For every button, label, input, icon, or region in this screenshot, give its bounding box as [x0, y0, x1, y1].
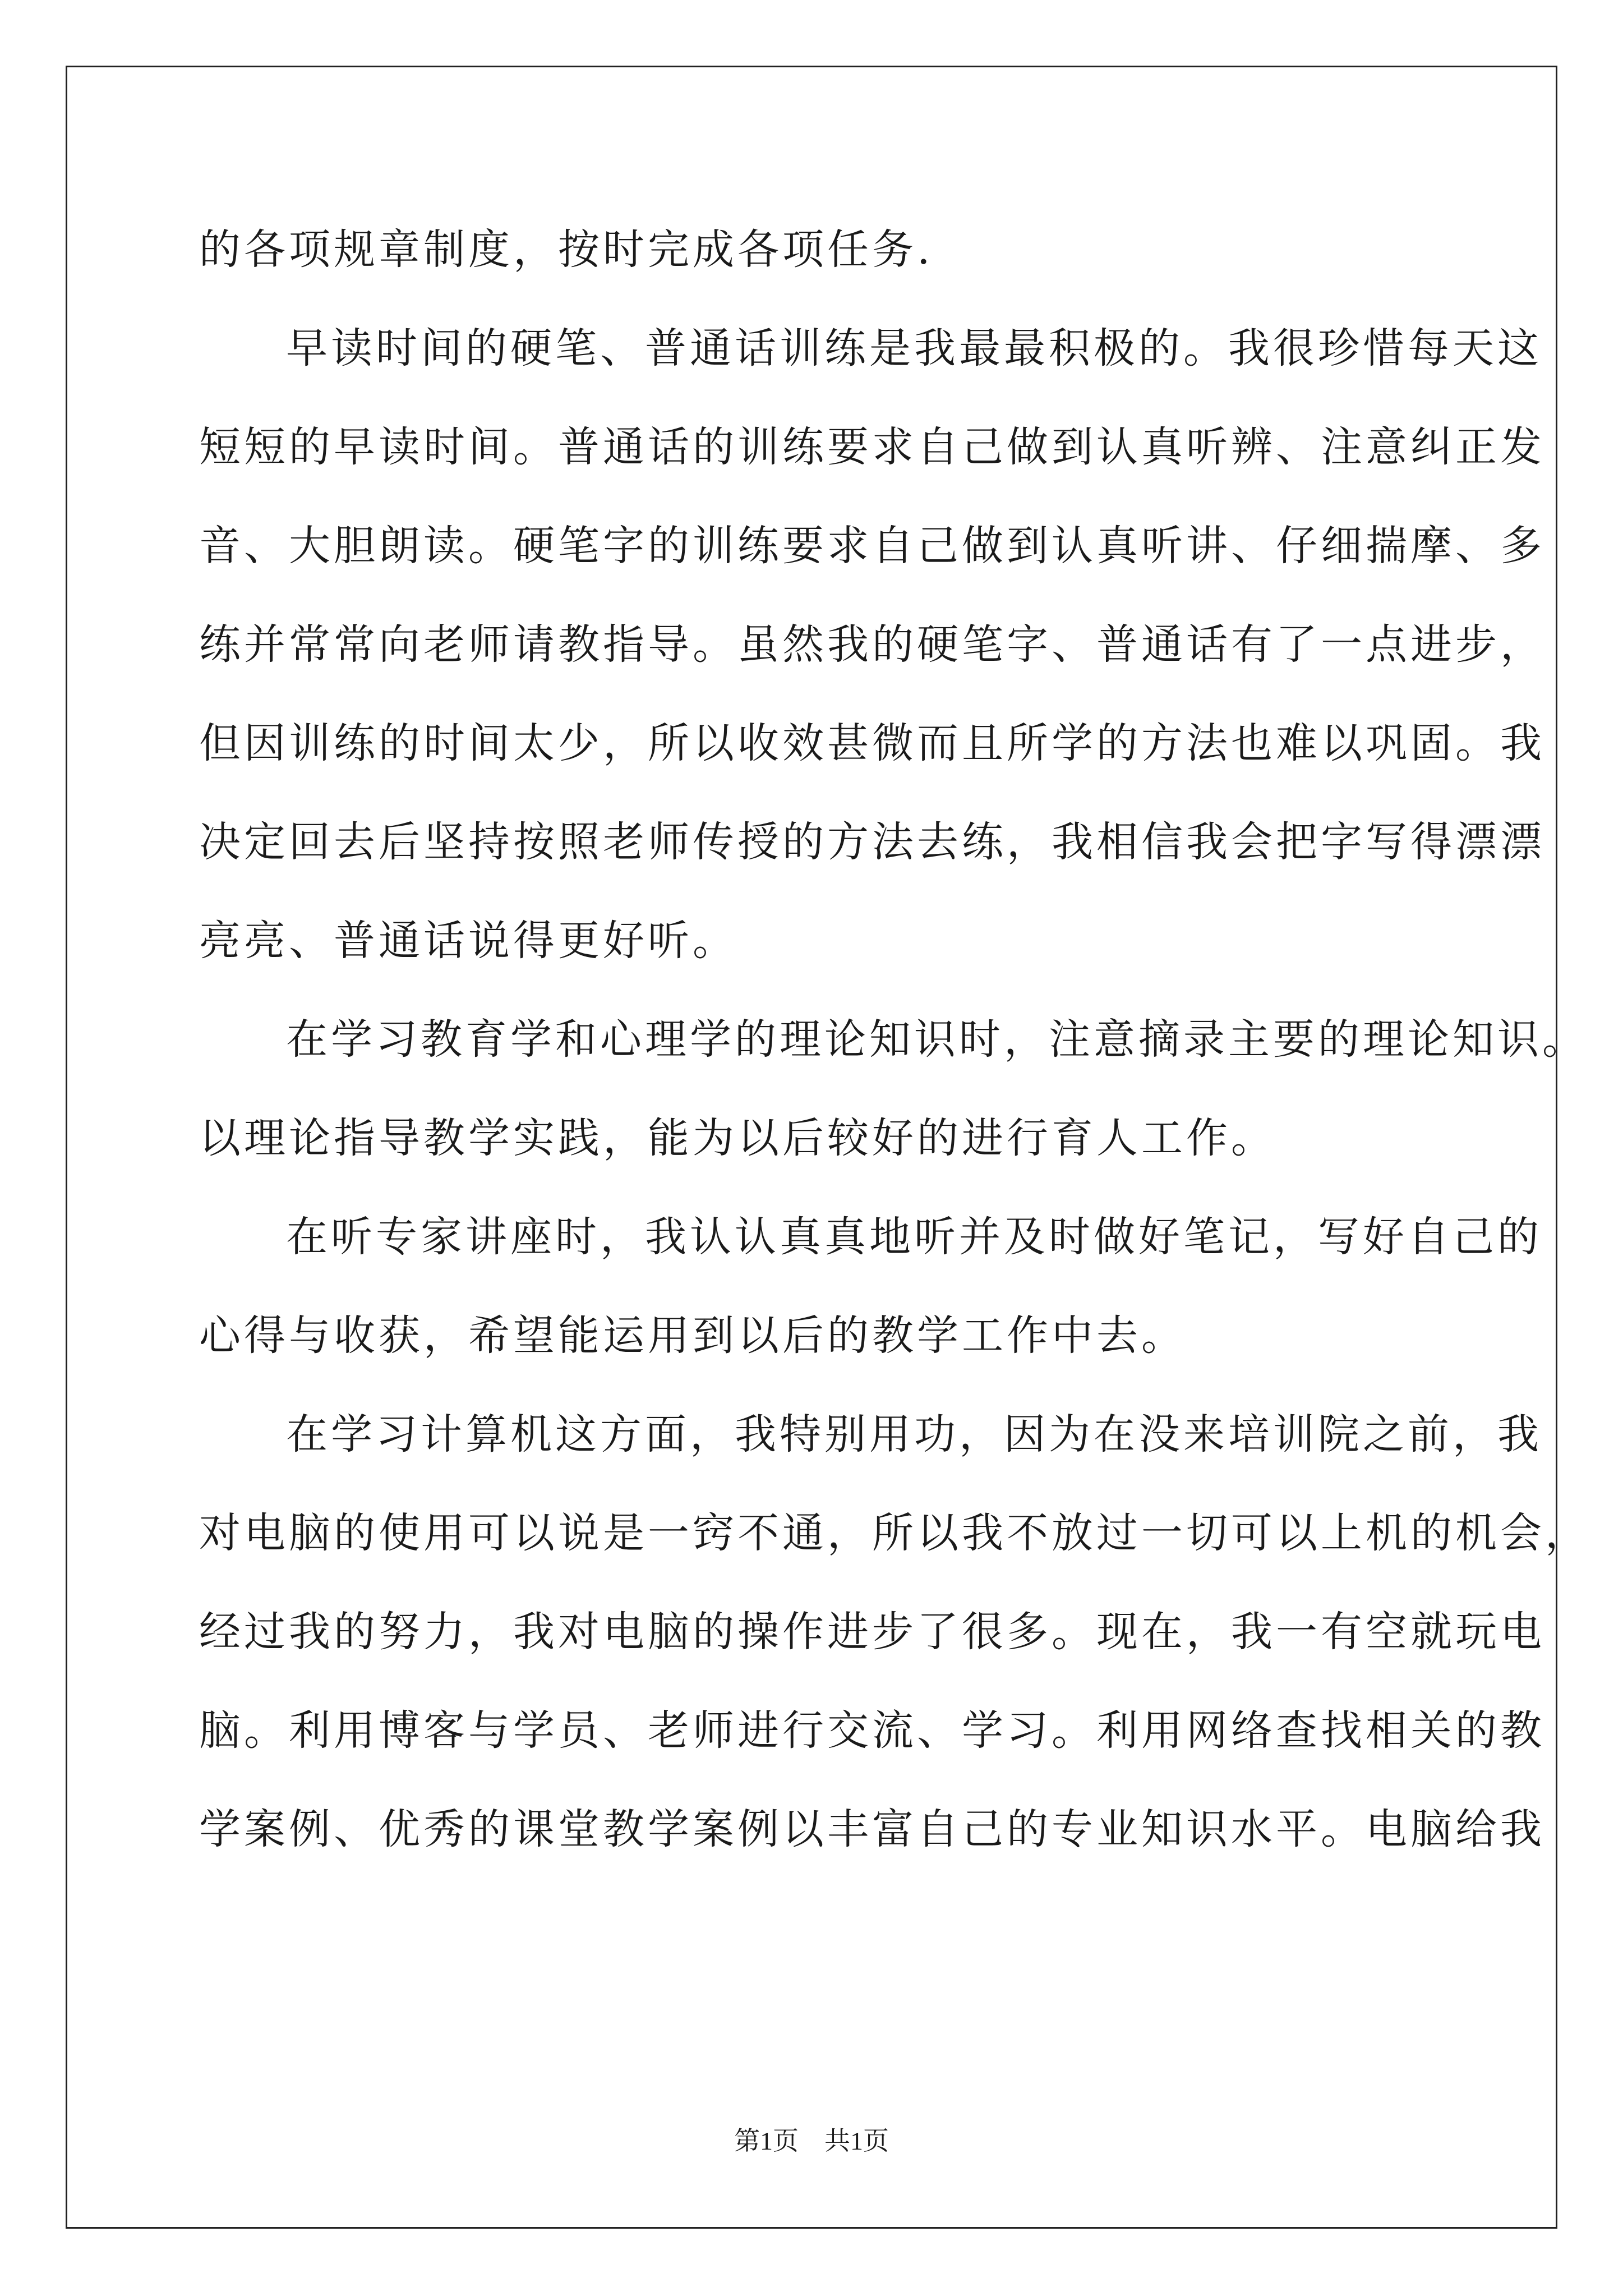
- text-line: 对电脑的使用可以说是一窍不通，所以我不放过一切可以上机的机会，: [199, 1509, 1590, 1557]
- text-line: 经过我的努力，我对电脑的操作进步了很多。现在，我一有空就玩电: [199, 1608, 1545, 1656]
- text-line: 在学习计算机这方面，我特别用功，因为在没来培训院之前，我: [286, 1410, 1542, 1458]
- text-line: 练并常常向老师请教指导。虽然我的硬笔字、普通话有了一点进步，: [199, 620, 1545, 669]
- text-line: 脑。利用博客与学员、老师进行交流、学习。利用网络查找相关的教: [199, 1706, 1545, 1755]
- text-line: 在听专家讲座时，我认认真真地听并及时做好笔记，写好自己的: [286, 1213, 1542, 1261]
- text-line: 亮亮、普通话说得更好听。: [199, 917, 737, 965]
- text-line: 在学习教育学和心理学的理论知识时，注意摘录主要的理论知识。: [286, 1015, 1587, 1064]
- page-footer: [0, 2120, 1623, 2157]
- document-body: [199, 216, 1590, 1894]
- text-line: 以理论指导教学实践，能为以后较好的进行育人工作。: [199, 1114, 1276, 1162]
- text-line: 决定回去后坚持按照老师传授的方法去练，我相信我会把字写得漂漂: [199, 818, 1545, 866]
- text-line: 但因训练的时间太少，所以收效甚微而且所学的方法也难以巩固。我: [199, 719, 1545, 767]
- text-line: 学案例、优秀的课堂教学案例以丰富自己的专业知识水平。电脑给我: [199, 1805, 1545, 1853]
- page-number-label: 第1页 共1页: [734, 2127, 889, 2155]
- text-line: 的各项规章制度，按时完成各项任务.: [199, 226, 934, 274]
- text-line: 早读时间的硬笔、普通话训练是我最最积极的。我很珍惜每天这: [286, 324, 1542, 372]
- text-line: 心得与收获，希望能运用到以后的教学工作中去。: [199, 1312, 1186, 1360]
- text-line: 音、大胆朗读。硬笔字的训练要求自己做到认真听讲、仔细揣摩、多: [199, 522, 1545, 570]
- text-line: 短短的早读时间。普通话的训练要求自己做到认真听辨、注意纠正发: [199, 423, 1545, 471]
